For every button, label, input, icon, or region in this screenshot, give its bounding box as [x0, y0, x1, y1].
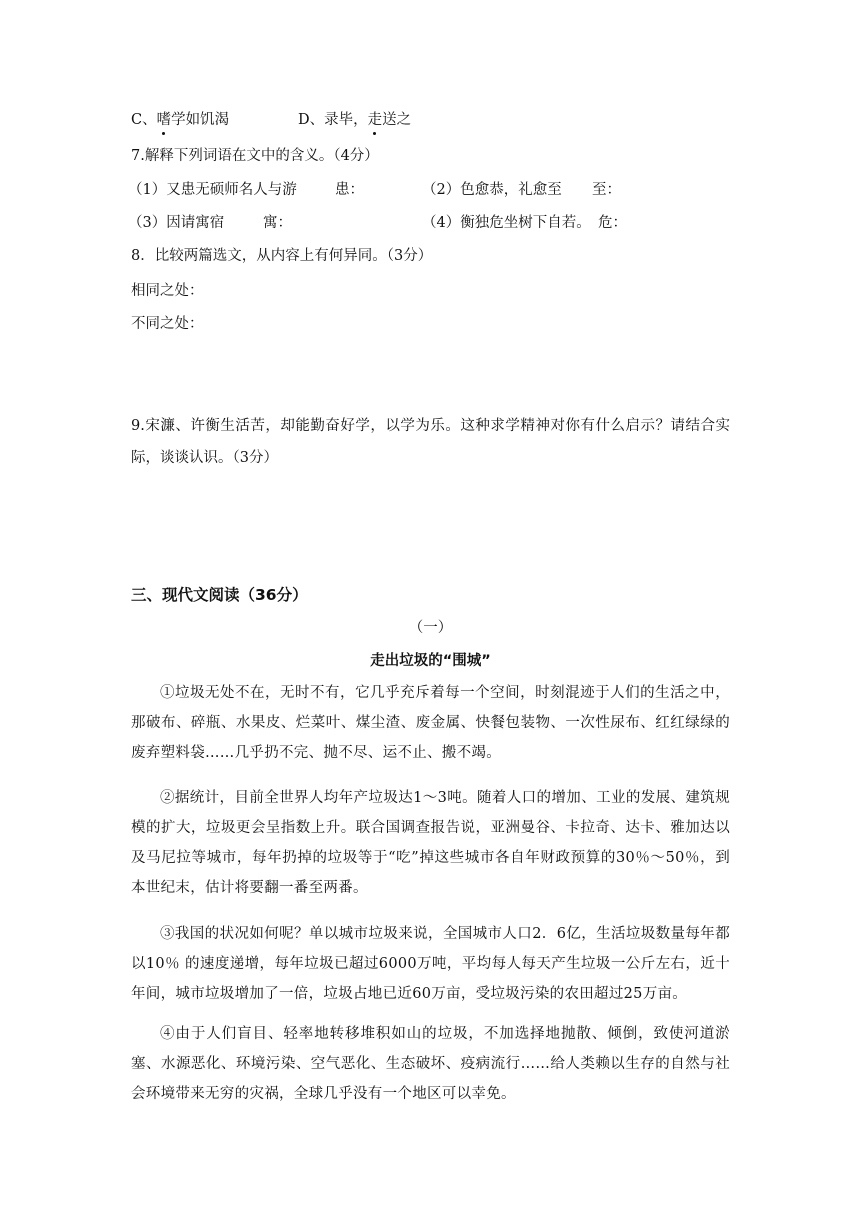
article-paragraph-3: ③我国的状况如何呢？单以城市垃圾来说，全国城市人口2．6亿，生活垃圾数量每年都以10％ 的速度递增，每年垃圾已超过6000万吨，平均每人每天产生垃圾一公斤左右，近十年间，城市垃圾增加了一倍，垃圾占地已近60万亩，受垃圾污染的农田超过25万亩。: [131, 926, 730, 1002]
option-c-prefix: C、: [131, 112, 157, 128]
q7-item3-text: （3）因请寓宿: [128, 215, 225, 231]
q7-item3: [128, 213, 224, 233]
article-paragraph-1: ①垃圾无处不在，无时不有，它几乎充斥着每一个空间，时刻混迹于人们的生活之中，那破布、碎瓶、水果皮、烂菜叶、煤尘渣、废金属、快餐包装物、一次性尿布、红红绿绿的废弃塑料袋……几乎扔不完、抛不尽、运不止、搬不竭。: [131, 685, 730, 761]
q7-stem: 7.解释下列词语在文中的含义。（4分）: [131, 148, 379, 164]
option-d: [298, 110, 411, 130]
q7-item2-word: 至：: [592, 182, 621, 198]
q8-diff-label: 不同之处：: [131, 316, 204, 332]
q7-item1-word: 患：: [335, 182, 364, 198]
q7-item4-text: （4）衡独危坐树下自若。: [422, 215, 591, 231]
option-d-prefix: D、录毕，: [298, 112, 368, 128]
q8-same-label: 相同之处：: [131, 283, 204, 299]
q7-item2: [422, 180, 562, 200]
option-d-dotted-char: 走: [367, 112, 383, 128]
option-c: [131, 110, 229, 130]
section-three-subnumber: （一）: [408, 620, 453, 636]
article-paragraph-2: ②据统计，目前全世界人均年产垃圾达1～3吨。随着人口的增加、工业的发展、建筑规模的扩大，垃圾更会呈指数上升。联合国调查报告说，亚洲曼谷、卡拉奇、达卡、雅加达以及马尼拉等城市，每年扔掉的垃圾等于“吃”掉这些城市各自年财政预算的30％～50％，到本世纪末，估计将要翻一番至两番。: [131, 790, 730, 896]
option-c-dotted-char: 嗜: [156, 112, 172, 128]
article-paragraph-4: ④由于人们盲目、轻率地转移堆积如山的垃圾，不加选择地抛散、倾倒，致使河道淤塞、水源恶化、环境污染、空气恶化、生态破坏、疫病流行……给人类赖以生存的自然与社会环境带来无穷的灾祸，全球几乎没有一个地区可以幸免。: [131, 1026, 730, 1102]
option-c-rest: 学如饥渴: [171, 112, 230, 128]
q7-item2-text: （2）色愈恭，礼愈至: [422, 182, 562, 198]
q9-stem: 9.宋濂、许衡生活苦，却能勤奋好学，以学为乐。这种求学精神对你有什么启示？请结合实际，谈谈认识。（3分）: [131, 418, 730, 466]
q7-item3-word: 寓：: [263, 215, 292, 231]
option-d-rest: 送之: [382, 112, 412, 128]
q7-item4-word: 危：: [598, 215, 627, 231]
q7-item4: [422, 213, 591, 233]
q7-item1: [128, 180, 297, 200]
section-three-title: 三、现代文阅读（36分）: [131, 586, 308, 604]
article-title: 走出垃圾的“围城”: [370, 653, 491, 669]
q8-stem: 8．比较两篇选文，从内容上有何异同。（3分）: [131, 248, 433, 264]
q7-item1-text: （1）又患无硕师名人与游: [128, 182, 297, 198]
